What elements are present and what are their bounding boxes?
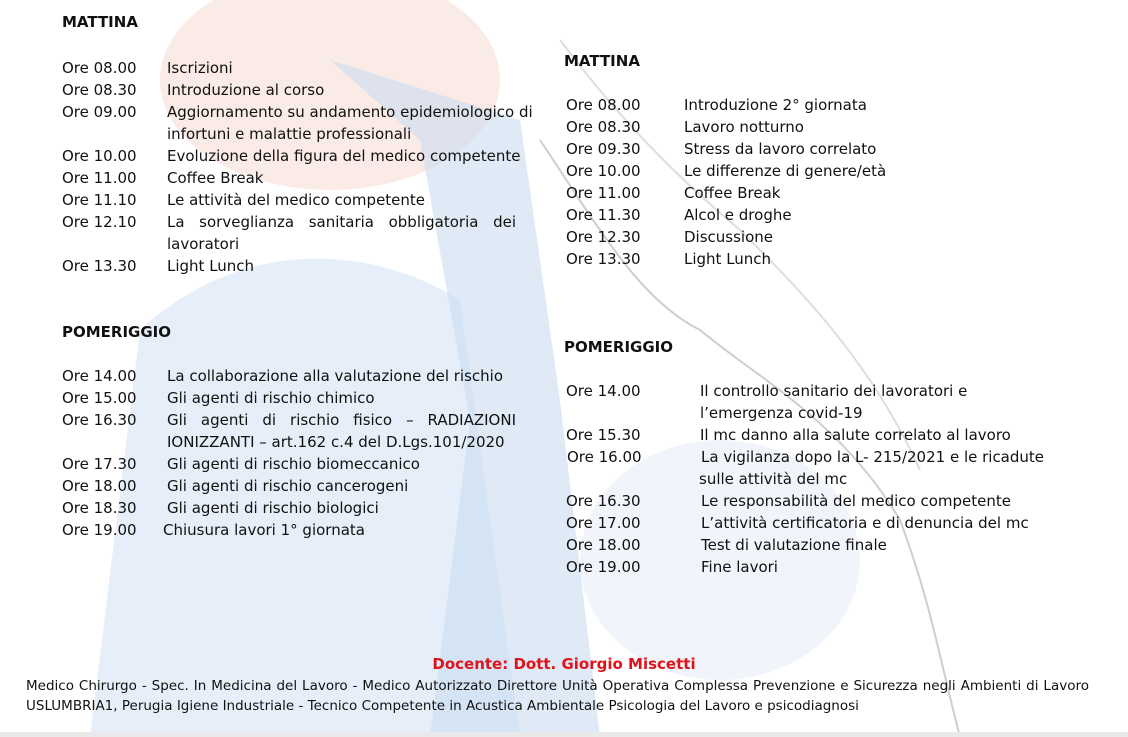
teacher-bio: Medico Chirurgo - Spec. In Medicina del Lavoro - Medico Autorizzato Direttore Unità Operativa Complessa Prevenzione e Sicurezza negli Ambienti di Lavoro USLUMBRIA1, Perugia Igiene Industriale - Tecnico Competente in Acustica Ambientale Psicologia del Lavoro e psicodiagnosi xyxy=(26,678,1089,714)
teacher-name: Docente: Dott. Giorgio Miscetti xyxy=(432,655,696,673)
day2-morning-title: MATTINA xyxy=(564,52,640,70)
day1-afternoon-title: POMERIGGIO xyxy=(62,323,172,341)
bottom-divider xyxy=(0,732,1128,737)
day2-afternoon-title: POMERIGGIO xyxy=(564,338,674,356)
day1-morning-title: MATTINA xyxy=(62,13,138,31)
program-page: MATTINA Ore 08.00 Iscrizioni Ore 08.30 Introduzione al corso Ore 09.00 Aggiornamento su andamento epidemiologico di infortuni e malattie professionali Ore 10.00 Evoluzione della figura del medico competente Ore 11.00 Coffee Break Ore 11.10 Le attività del medico competente Ore 12.10 La sorveglianza sanitaria obbligatoria dei lavoratori Ore 13.30 Light Lunch POMERIGGIO Ore 14.00 La collaborazione alla valutazione del rischio Ore 15.00 Gli agenti di rischio chimico Ore 16.30 Gli agenti di rischio fisico – RADIAZIONI IONIZZANTI – art.162 c.4 del D.Lgs.101/2020 Ore 17.30 Gli agenti di rischio biomeccanico Ore 18.00 Gli agenti di rischio cancerogeni Ore 18.30 Gli agenti di rischio biologici Ore 19.00 Chiusura lavori 1° giornata MATTINA Ore 08.00 Introduzione 2° giornata Ore 08.30 Lavoro notturno Ore 09.30 Stress da lavoro correlato Ore 10.00 Le differenze di genere/età Ore 11.00 Coffee Break Ore 11.30 Alcol e droghe Ore 12.30 Discussione Ore 13.30 Light Lunch POMERIGGIO Ore 14.00 Il controllo sanitario dei lavoratori e l’emergenza covid-19 Ore 15.30 Il mc danno alla salute correlato al lavoro Ore 16.00 La vigilanza dopo la L- 215/2021 e le ricadute sulle attività del mc Ore 16.30 Le responsabilità del medico competente Ore 17.00 L’attività certificatoria e di denuncia del mc Ore 18.00 Test di valutazione finale Ore 19.00 Fine lavori Docente: Dott. Giorgio Miscetti Medico Chirurgo - Spec. In Medicina del Lavoro - Medico Autorizzato Direttore Unità Operativa Complessa Prevenzione e Sicurezza negli Ambienti di Lavoro USLUMBRIA1, Perugia Igiene Industriale - Tecnico Competente in Acustica Ambientale Psicologia del Lavoro e psicodiagnosi xyxy=(0,0,1128,737)
